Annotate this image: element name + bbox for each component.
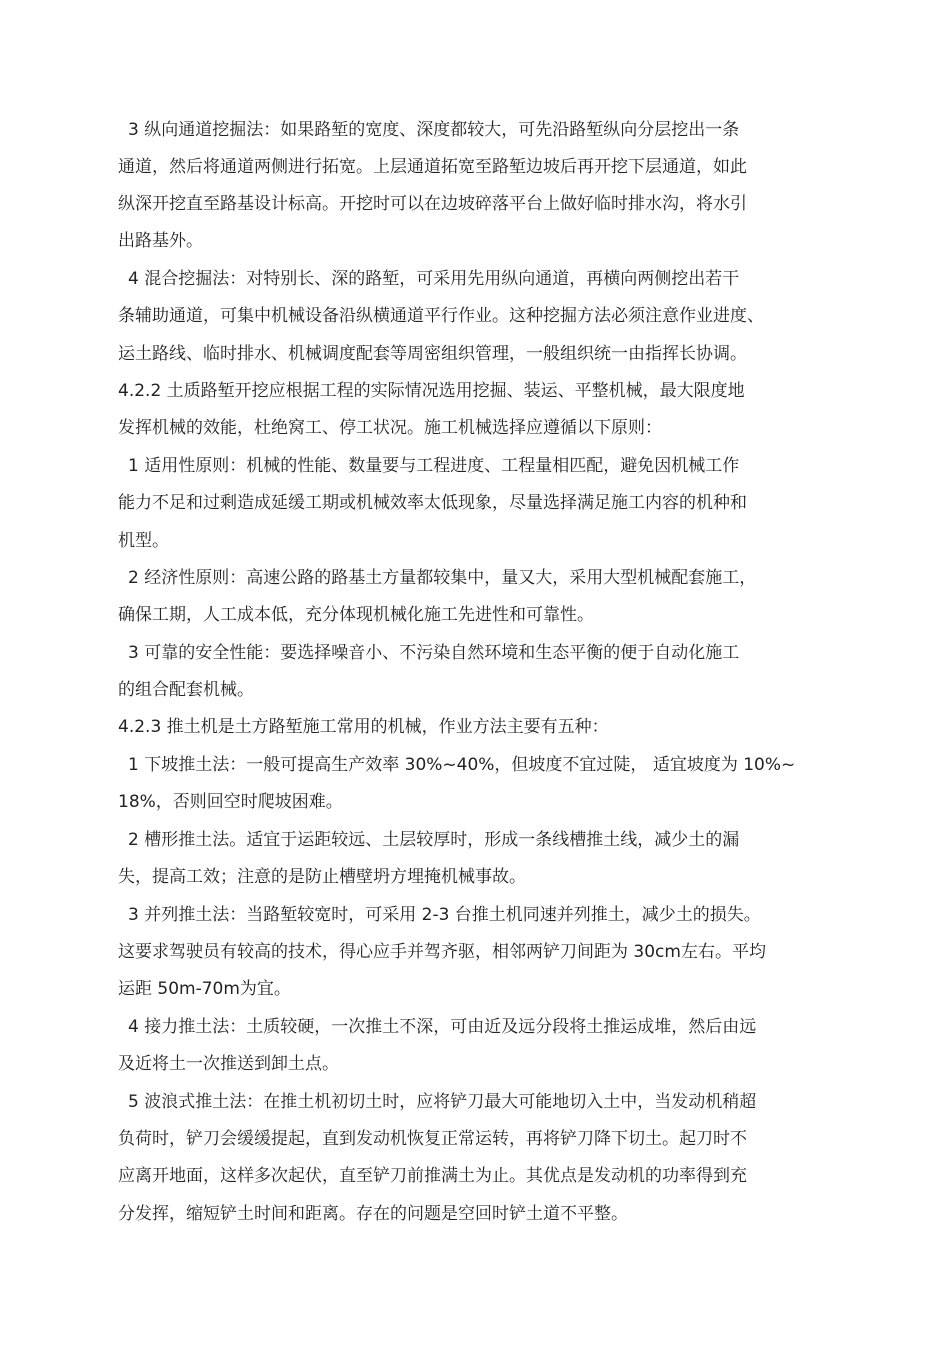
- paragraph-line: 纵深开挖直至路基设计标高。开挖时可以在边坡碎落平台上做好临时排水沟，将水引: [118, 194, 747, 214]
- paragraph-line: 运土路线、临时排水、机械调度配套等周密组织管理，一般组织统一由指挥长协调。: [118, 344, 747, 364]
- paragraph-line: 通道，然后将通道两侧进行拓宽。上层通道拓宽至路堑边坡后再开挖下层通道，如此: [118, 157, 747, 177]
- paragraph-line: 运距 50m-70m为宜。: [118, 979, 291, 999]
- paragraph-line: 2 槽形推土法。适宜于运距较远、土层较厚时，形成一条线槽推土线，减少土的漏: [128, 830, 740, 850]
- paragraph-line: 负荷时，铲刀会缓缓提起，直到发动机恢复正常运转，再将铲刀降下切土。起刀时不: [118, 1129, 747, 1149]
- paragraph-line: 1 适用性原则：机械的性能、数量要与工程进度、工程量相匹配，避免因机械工作: [128, 456, 740, 476]
- paragraph-line: 能力不足和过剩造成延缓工期或机械效率太低现象，尽量选择满足施工内容的机种和: [118, 493, 747, 513]
- paragraph-line: 3 并列推土法：当路堑较宽时，可采用 2-3 台推土机同速并列推土，减少土的损失。: [128, 905, 761, 925]
- section-heading-line: 4.2.2 土质路堑开挖应根据工程的实际情况选用挖掘、装运、平整机械，最大限度地: [118, 381, 745, 401]
- paragraph-line: 2 经济性原则：高速公路的路基土方量都较集中，量又大，采用大型机械配套施工，: [128, 568, 757, 588]
- paragraph-line: 18%，否则回空时爬坡困难。: [118, 792, 343, 812]
- paragraph-line: 这要求驾驶员有较高的技术，得心应手并驾齐驱，相邻两铲刀间距为 30cm左右。平均: [118, 942, 766, 962]
- paragraph-line: 确保工期，人工成本低，充分体现机械化施工先进性和可靠性。: [118, 605, 594, 625]
- paragraph-line: 3 纵向通道挖掘法：如果路堑的宽度、深度都较大，可先沿路堑纵向分层挖出一条: [128, 120, 740, 140]
- paragraph-line: 4 接力推土法：土质较硬，一次推土不深，可由近及远分段将土推运成堆，然后由远: [128, 1017, 757, 1037]
- paragraph-line: 3 可靠的安全性能：要选择噪音小、不污染自然环境和生态平衡的便于自动化施工: [128, 643, 740, 663]
- paragraph-line: 出路基外。: [118, 231, 203, 251]
- paragraph-line: 分发挥，缩短铲土时间和距离。存在的问题是空回时铲土道不平整。: [118, 1204, 628, 1224]
- paragraph-line: 发挥机械的效能，杜绝窝工、停工状况。施工机械选择应遵循以下原则：: [118, 418, 662, 438]
- paragraph-line: 的组合配套机械。: [118, 680, 254, 700]
- paragraph-line: 机型。: [118, 531, 169, 551]
- paragraph-line: 4 混合挖掘法：对特别长、深的路堑，可采用先用纵向通道，再横向两侧挖出若干: [128, 269, 740, 289]
- section-heading-line: 4.2.3 推土机是土方路堑施工常用的机械，作业方法主要有五种：: [118, 717, 609, 737]
- paragraph-line: 失，提高工效；注意的是防止槽壁坍方埋掩机械事故。: [118, 867, 526, 887]
- paragraph-line: 5 波浪式推土法：在推土机初切土时，应将铲刀最大可能地切入土中，当发动机稍超: [128, 1092, 757, 1112]
- paragraph-line: 条辅助通道，可集中机械设备沿纵横通道平行作业。这种挖掘方法必须注意作业进度、: [118, 306, 764, 326]
- paragraph-line: 应离开地面，这样多次起伏，直至铲刀前推满土为止。其优点是发动机的功率得到充: [118, 1166, 747, 1186]
- paragraph-line: 1 下坡推土法：一般可提高生产效率 30%~40%，但坡度不宜过陡， 适宜坡度为 10%~: [128, 755, 796, 775]
- paragraph-line: 及近将土一次推送到卸土点。: [118, 1054, 339, 1074]
